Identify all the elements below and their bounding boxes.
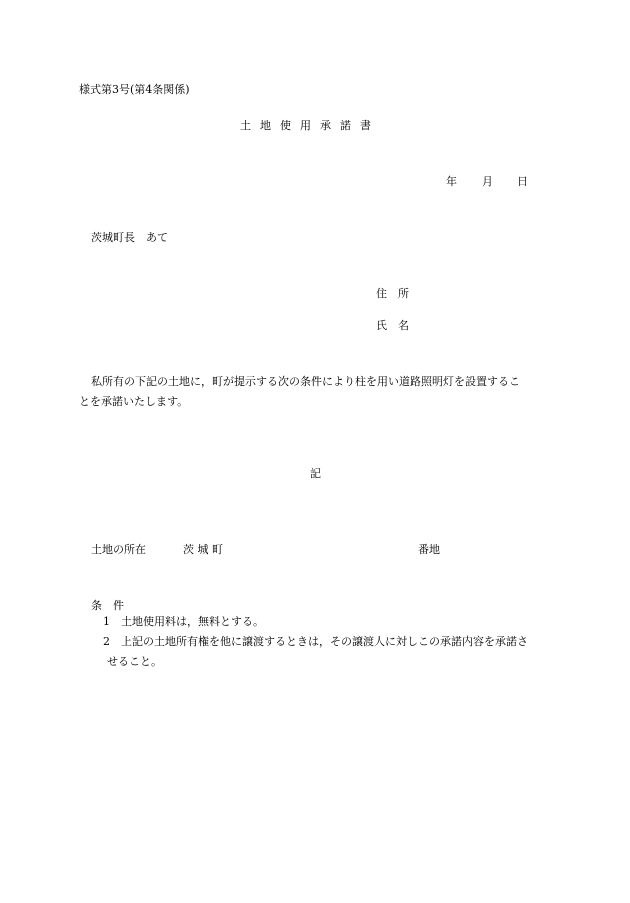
land-location-banchi: 番地	[418, 543, 440, 556]
date-month-label: 月	[482, 175, 493, 188]
ki-heading: 記	[310, 467, 321, 480]
recipient: 茨城町長 あて	[91, 231, 168, 244]
condition-item-1: 1 土地使用料は，無料とする。	[103, 615, 264, 628]
name-label: 氏 名	[376, 319, 409, 332]
date-year-label: 年	[446, 175, 457, 188]
document-title: 土地使用承諾書	[240, 119, 380, 132]
land-location-town: 茨 城 町	[183, 543, 223, 556]
land-location-label: 土地の所在	[91, 543, 146, 556]
form-number: 様式第3号(第4条関係)	[79, 83, 190, 96]
address-label: 住 所	[376, 287, 409, 300]
date-day-label: 日	[517, 175, 528, 188]
body-text-line-2: とを承諾いたします。	[79, 395, 189, 408]
condition-item-2: 2 上記の土地所有権を他に譲渡するときは，その譲渡人に対しこの承諾内容を承諾さ	[103, 635, 528, 648]
condition-item-2-continuation: せること。	[107, 655, 162, 668]
body-text-line-1: 私所有の下記の土地に，町が提示する次の条件により柱を用い道路照明灯を設置するこ	[91, 375, 520, 388]
conditions-heading: 条 件	[91, 599, 124, 612]
